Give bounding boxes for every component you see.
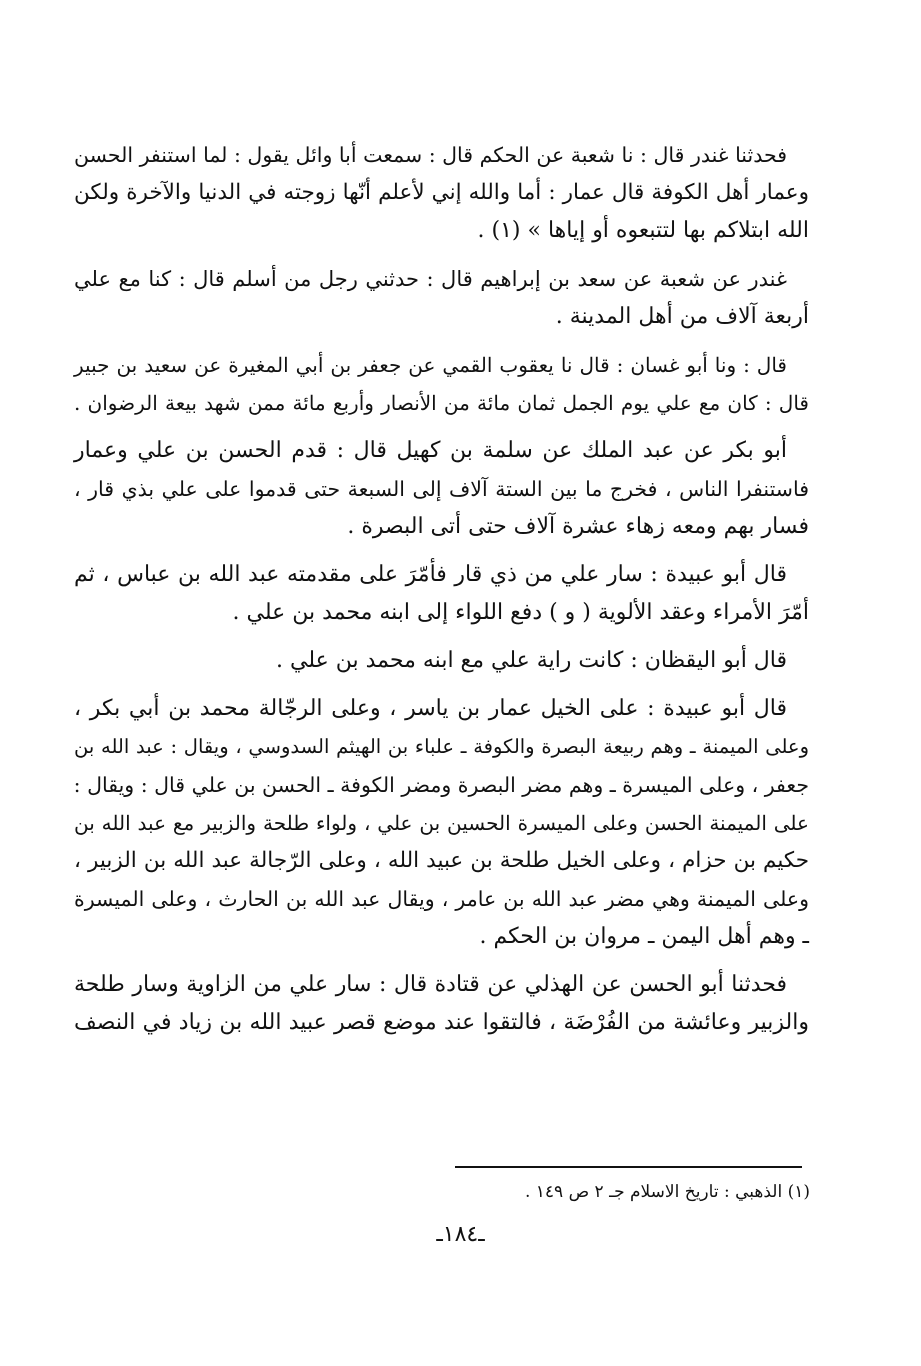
paragraph xyxy=(74,556,809,632)
text-line: قال : ونا أبو غسان : قال نا يعقوب القمي عن جعفر بن أبي المغيرة عن سعيد بن جبير xyxy=(74,353,787,377)
text-line: قال أبو عبيدة : على الخيل عمار بن ياسر ، وعلى الرجّالة محمد بن أبي بكر ، xyxy=(74,696,787,721)
text-line: جعفر ، وعلى الميسرة ـ وهم مضر البصرة ومضر الكوفة ـ الحسن بن علي قال : ويقال : xyxy=(73,773,809,797)
text-line: الله ابتلاكم بها لتتبعوه أو إياها » (١) . xyxy=(477,218,809,243)
paragraph xyxy=(74,260,809,336)
text-line: أربعة آلاف من أهل المدينة . xyxy=(555,304,809,329)
text-line: على الميمنة الحسن وعلى الميسرة الحسين بن علي ، ولواء طلحة والزبير مع عبد الله بن xyxy=(74,811,809,835)
paragraph xyxy=(74,136,809,250)
text-line: قال : كان مع علي يوم الجمل ثمان مائة من الأنصار وأربع مائة ممن شهد بيعة الرضوان . xyxy=(74,391,809,415)
body-text xyxy=(74,136,809,1052)
text-line: فحدثنا غندر قال : نا شعبة عن الحكم قال : سمعت أبا وائل يقول : لما استنفر الحسن xyxy=(74,143,787,167)
text-line: أمّرَ الأمراء وعقد الألوية ( و ) دفع اللواء إلى ابنه محمد بن علي . xyxy=(232,600,809,625)
text-line: وعلى الميمنة وهي مضر عبد الله بن عامر ، ويقال عبد الله بن الحارث ، وعلى الميسرة xyxy=(74,887,809,911)
text-line: قال أبو اليقظان : كانت راية علي مع ابنه محمد بن علي . xyxy=(276,648,787,673)
paragraph xyxy=(74,346,809,422)
text-line: غندر عن شعبة عن سعد بن إبراهيم قال : حدثني رجل من أسلم قال : كنا مع علي xyxy=(74,267,787,291)
text-line: ـ وهم أهل اليمن ـ مروان بن الحكم . xyxy=(479,924,809,949)
paragraph xyxy=(74,690,809,956)
paragraph xyxy=(74,432,809,546)
footnote-divider xyxy=(455,1166,802,1168)
text-line: وعلى الميمنة ـ وهم ربيعة البصرة والكوفة ـ علباء بن الهيثم السدوسي ، ويقال : عبد الله بن xyxy=(74,735,809,758)
text-line: وعمار أهل الكوفة قال عمار : أما والله إني لأعلم أنّها زوجته في الدنيا والآخرة ولكن xyxy=(74,180,809,205)
footnote: (١) الذهبي : تاريخ الاسلام جـ ٢ ص ١٤٩ . xyxy=(524,1182,810,1202)
text-line: فاستنفرا الناس ، فخرج ما بين الستة آلاف إلى السبعة حتى قدموا على علي بذي قار ، xyxy=(74,477,809,501)
page-number: ـ١٨٤ـ xyxy=(436,1222,485,1247)
text-line: قال أبو عبيدة : سار علي من ذي قار فأمّرَ على مقدمته عبد الله بن عباس ، ثم xyxy=(74,562,787,587)
text-line: حكيم بن حزام ، وعلى الخيل طلحة بن عبيد الله ، وعلى الرّجالة عبد الله بن الزبير ، xyxy=(74,848,809,873)
text-line: فسار بهم ومعه زهاء عشرة آلاف حتى أتى البصرة . xyxy=(347,514,809,539)
text-line: والزبير وعائشة من الفُرْضَة ، فالتقوا عند موضع قصر عبيد الله بن زياد في النصف xyxy=(74,1010,809,1035)
paragraph xyxy=(74,642,809,680)
text-line: فحدثنا أبو الحسن عن الهذلي عن قتادة قال : سار علي من الزاوية وسار طلحة xyxy=(74,972,787,997)
text-line: أبو بكر عن عبد الملك عن سلمة بن كهيل قال : قدم الحسن بن علي وعمار xyxy=(74,438,787,463)
paragraph xyxy=(74,966,809,1042)
